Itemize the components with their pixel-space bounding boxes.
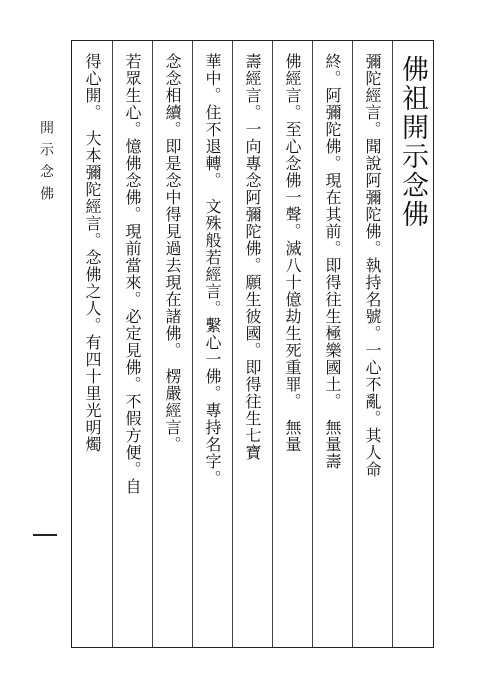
text-column <box>72 41 112 647</box>
column-text: 念念相續。即是念中得見過去現在諸佛。 楞嚴經言。 <box>163 53 182 453</box>
text-column <box>312 41 352 647</box>
column-text: 若眾生心。憶佛念佛。現前當來。必定見佛。不假方便。自 <box>123 53 142 495</box>
text-frame <box>71 40 434 648</box>
column-text: 彌陀經言。聞說阿彌陀佛。執持名號。一心不亂。其人命 <box>363 53 382 478</box>
column-text: 壽經言。一向專念阿彌陀佛。願生彼國。即得往生七寶 <box>243 53 262 461</box>
text-column <box>152 41 192 647</box>
column-text: 得心開。 大本彌陀經言。念佛之人。有四十里光明燭 <box>83 53 102 453</box>
column-text: 終。阿彌陀佛。現在其前。即得往生極樂國土。 無量壽 <box>323 53 342 470</box>
text-column <box>352 41 392 647</box>
page-number-mark <box>33 534 57 536</box>
text-column <box>192 41 232 647</box>
text-column <box>232 41 272 647</box>
margin-book-title: 開示念佛 <box>38 120 54 208</box>
title-column <box>392 41 432 647</box>
text-column <box>112 41 152 647</box>
text-column <box>272 41 312 647</box>
column-text: 華中。住不退轉。 文殊般若經言。繫心一佛。專持名字。 <box>203 53 222 487</box>
page-title: 佛祖開示念佛 <box>397 55 428 229</box>
column-text: 佛經言。至心念佛一聲。滅八十億劫生死重罪。 無量 <box>283 53 302 453</box>
